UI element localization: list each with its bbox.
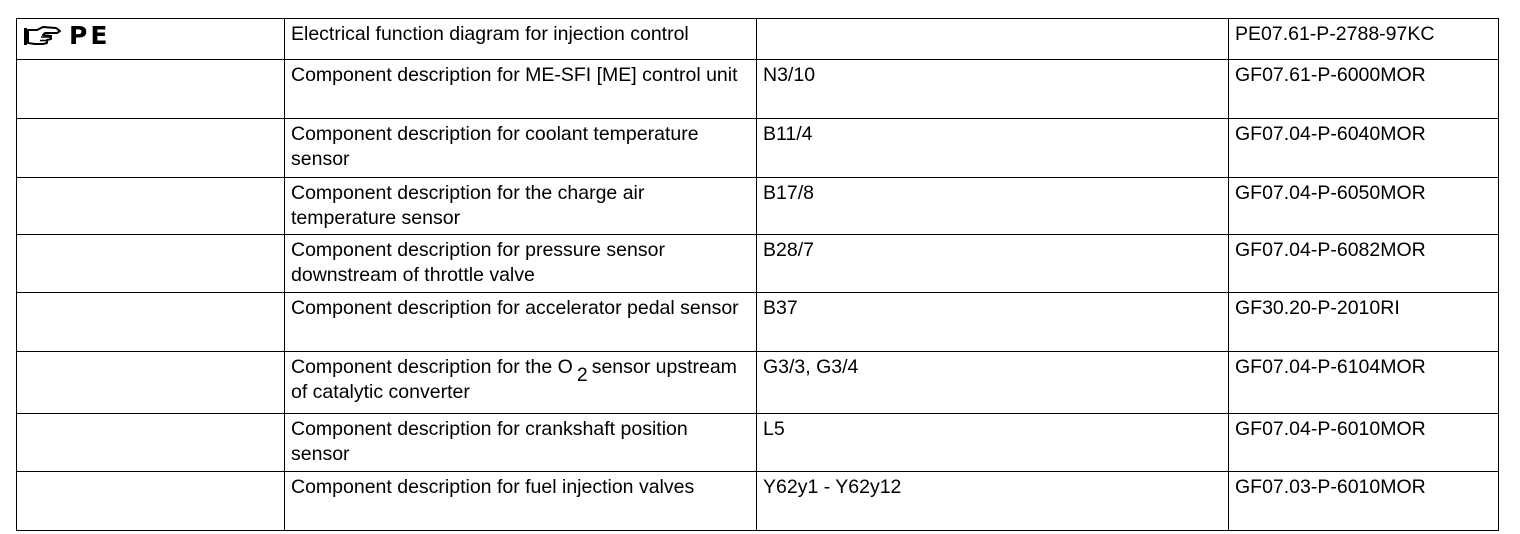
table-row [17,293,1499,352]
component-cell: B17/8 [757,178,1229,235]
description-cell: Component description for the charge air temperature sensor [285,178,757,235]
pointing-hand-icon [23,25,63,47]
component-cell [757,19,1229,60]
description-cell: Electrical function diagram for injection control [285,19,757,60]
table-row [17,60,1499,119]
document-link[interactable]: GF07.04-P-6010MOR [1229,414,1499,472]
empty-cell [17,119,285,178]
description-cell: Component description for pressure sensor downstream of throttle valve [285,235,757,293]
subscript-text: 2 [576,364,588,386]
description-cell: Component description for accelerator pedal sensor [285,293,757,352]
table-row [17,178,1499,235]
table-row [17,352,1499,414]
empty-cell [17,60,285,119]
component-cell: G3/3, G3/4 [757,352,1229,414]
component-cell: B11/4 [757,119,1229,178]
empty-cell [17,178,285,235]
table-row [17,235,1499,293]
component-cell: B28/7 [757,235,1229,293]
table-row [17,414,1499,472]
description-text: sensor upstream of catalytic converter [291,356,737,403]
document-link[interactable]: PE07.61-P-2788-97KC [1229,19,1499,60]
description-cell: Component description for coolant temperature sensor [285,119,757,178]
component-cell: L5 [757,414,1229,472]
document-link[interactable]: GF07.03-P-6010MOR [1229,472,1499,531]
document-link[interactable]: GF07.04-P-6050MOR [1229,178,1499,235]
description-cell [285,352,757,414]
description-cell: Component description for fuel injection valves [285,472,757,531]
reference-table [16,18,1499,531]
document-link[interactable]: GF07.61-P-6000MOR [1229,60,1499,119]
document-link[interactable]: GF07.04-P-6082MOR [1229,235,1499,293]
description-cell: Component description for ME-SFI [ME] control unit [285,60,757,119]
table-row [17,119,1499,178]
description-cell: Component description for crankshaft position sensor [285,414,757,472]
document-link[interactable]: GF07.04-P-6104MOR [1229,352,1499,414]
empty-cell [17,352,285,414]
table-row [17,19,1499,60]
document-link[interactable]: GF30.20-P-2010RI [1229,293,1499,352]
table-row [17,472,1499,531]
description-text: Component description for the O [291,356,573,378]
section-label: PE [69,21,111,50]
empty-cell [17,414,285,472]
component-cell: B37 [757,293,1229,352]
empty-cell [17,235,285,293]
section-marker [23,21,110,51]
empty-cell [17,293,285,352]
component-cell: Y62y1 - Y62y12 [757,472,1229,531]
empty-cell [17,472,285,531]
document-link[interactable]: GF07.04-P-6040MOR [1229,119,1499,178]
component-cell: N3/10 [757,60,1229,119]
section-marker-cell [17,19,285,60]
